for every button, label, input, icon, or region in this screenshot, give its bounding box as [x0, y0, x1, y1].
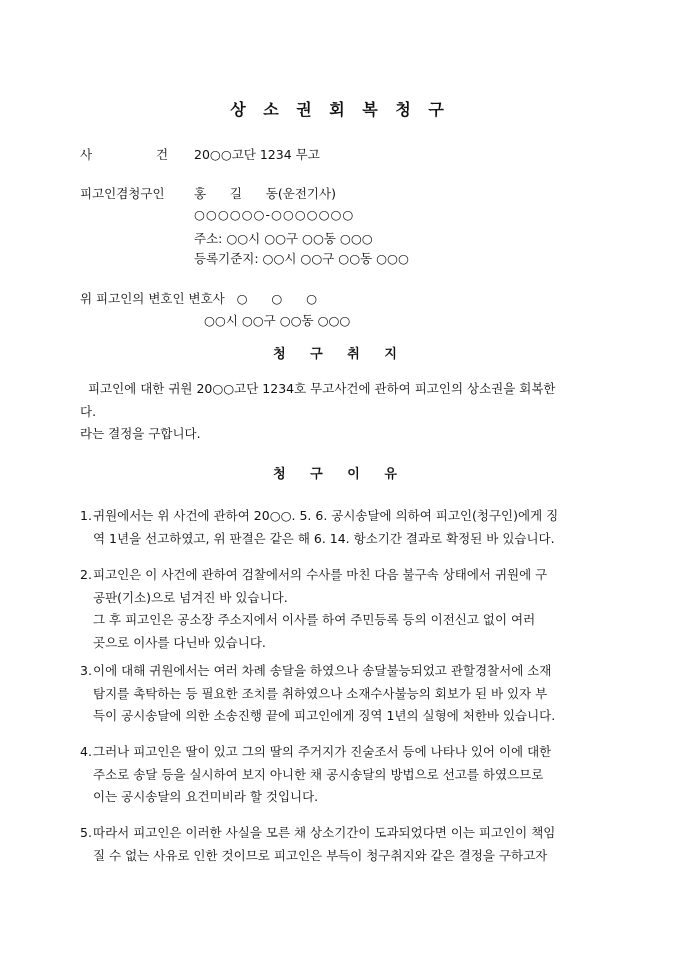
reason-line: 득이 공시송달에 의한 소송진행 끝에 피고인에게 징역 1년의 실형에 처한바 있습니다.	[93, 708, 556, 723]
claimant-name: 홍 길 동(운전기사)	[194, 186, 336, 201]
reason-number: 2.	[80, 567, 92, 582]
reason-line: 그러나 피고인은 딸이 있고 그의 딸의 주거지가 진술조서 등에 나타나 있어 이에 대한	[93, 744, 552, 759]
reason-item	[80, 822, 600, 867]
reason-item	[80, 564, 600, 654]
reason-line: 주소로 송달 등을 실시하여 보지 아니한 채 공시송달의 방법으로 선고를 하였으므로	[93, 766, 544, 782]
case-label: 사 건	[80, 147, 199, 162]
reason-line: 탐지를 촉탁하는 등 필요한 조치를 취하였으나 소재수사불능의 회보가 된 바 있자 부	[93, 685, 548, 701]
lawyer-address: ○○시 ○○구 ○○동 ○○○	[204, 313, 351, 328]
document-title: 상 소 권 회 복 청 구	[230, 100, 450, 119]
reason-line: 공판(기소)으로 넘겨진 바 있습니다.	[93, 589, 288, 605]
purpose-paragraph	[80, 378, 600, 446]
reason-line: 따라서 피고인은 이러한 사실을 모른 채 상소기간이 도과되었다면 이는 피고인이 책임	[93, 825, 556, 840]
claimant-address: 주소: ○○시 ○○구 ○○동 ○○○	[194, 231, 373, 246]
reason-line: 귀원에서는 위 사건에 관하여 20○○. 5. 6. 공시송달에 의하여 피고인(청구인)에게 징	[93, 508, 559, 523]
lawyer-line: 위 피고인의 변호인 변호사 ○ ○ ○	[80, 291, 318, 306]
reason-line: 곳으로 이사를 다닌바 있습니다.	[93, 634, 266, 650]
reason-line: 그 후 피고인은 공소장 주소지에서 이사를 하여 주민등록 등의 이전신고 없이 여러	[93, 612, 536, 627]
case-value: 20○○고단 1234 무고	[194, 147, 320, 162]
reason-number: 5.	[80, 825, 92, 840]
reason-item	[80, 660, 600, 728]
purpose-heading: 청 구 취 지	[273, 347, 407, 362]
reason-line: 이에 대해 귀원에서는 여러 차례 송달을 하였으나 송달불능되었고 관할경찰서에 소재	[93, 663, 552, 678]
purpose-line: 피고인에 대한 귀원 20○○고단 1234호 무고사건에 관하여 피고인의 상소권을 회복한	[80, 381, 556, 396]
reason-number: 4.	[80, 744, 92, 759]
reasons-heading: 청 구 이 유	[273, 467, 407, 482]
reason-line: 역 1년을 선고하였고, 위 판결은 같은 해 6. 14. 항소기간 결과로 확정된 바 있습니다.	[93, 530, 555, 546]
reason-line: 피고인은 이 사건에 관하여 검찰에서의 수사를 마친 다음 불구속 상태에서 귀원에 구	[93, 567, 548, 582]
reason-line: 질 수 없는 사유로 인한 것이므로 피고인은 부득이 청구취지와 같은 결정을 구하고자	[93, 847, 548, 863]
reason-line: 이는 공시송달의 요건미비라 할 것입니다.	[93, 789, 319, 804]
claimant-label: 피고인겸청구인	[80, 186, 165, 201]
purpose-line: 다.	[80, 403, 97, 419]
reason-item	[80, 741, 600, 809]
claimant-id: ○○○○○○-○○○○○○○	[194, 207, 355, 222]
reason-item	[80, 505, 600, 550]
reason-number: 3.	[80, 663, 92, 678]
purpose-line: 라는 결정을 구합니다.	[80, 426, 201, 441]
claimant-registered-address: 등록기준지: ○○시 ○○구 ○○동 ○○○	[194, 251, 409, 266]
reason-number: 1.	[80, 508, 92, 523]
